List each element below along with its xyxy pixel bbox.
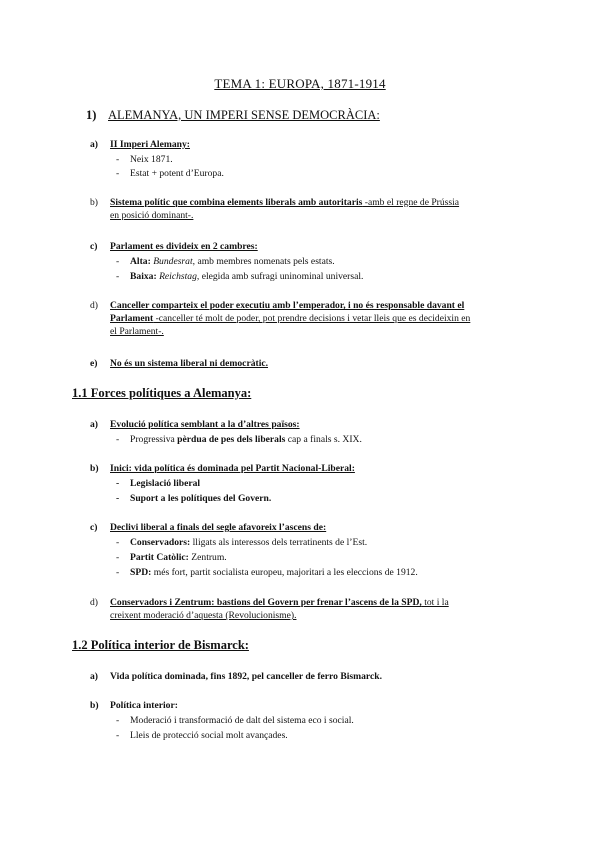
item-label: b) bbox=[90, 463, 99, 474]
item-1b bbox=[90, 196, 528, 222]
section-1-title: ALEMANYA, UN IMPERI SENSE DEMOCRÀCIA: bbox=[108, 108, 380, 122]
item-label: b) bbox=[90, 197, 98, 208]
sub-italic: Bundesrat bbox=[153, 256, 193, 267]
sub-bold: pèrdua de pes dels liberals bbox=[177, 434, 286, 445]
item-1a bbox=[90, 138, 528, 151]
sub-bold: SPD: bbox=[130, 567, 152, 578]
item-text: II Imperi Alemany: bbox=[110, 139, 190, 150]
sub-11b-2: - Suport a les polítiques del Govern. bbox=[116, 493, 272, 504]
item-bold-text-2: Parlament bbox=[110, 313, 154, 324]
sub-text: Suport a les polítiques del Govern. bbox=[130, 493, 272, 504]
sub-1c-2: - Baixa: Reichstag, elegida amb sufragi uninominal universal. bbox=[116, 271, 364, 282]
section-1-heading bbox=[86, 108, 380, 123]
section-1-number: 1) bbox=[86, 108, 97, 122]
item-bold-text: Canceller comparteix el poder executiu amb l’emperador, i no és responsable davant el bbox=[110, 300, 465, 311]
item-label: b) bbox=[90, 700, 99, 711]
sub-text: Zentrum. bbox=[188, 552, 227, 563]
sub-text-end: cap a finals s. XIX. bbox=[285, 434, 362, 445]
sub-1c-1: - Alta: Bundesrat, amb membres nomenats pels estats. bbox=[116, 256, 335, 267]
sub-text: Legislació liberal bbox=[130, 478, 201, 489]
item-label: a) bbox=[90, 419, 98, 430]
sub-11c-1: - Conservadors: lligats als interessos dels terratinents de l’Est. bbox=[116, 537, 368, 548]
item-text-cont: el Parlament-. bbox=[110, 326, 164, 337]
sub-italic: Reichstag bbox=[159, 271, 197, 282]
item-11b bbox=[90, 462, 528, 475]
item-text: No és un sistema liberal ni democràtic. bbox=[110, 358, 269, 369]
item-11a bbox=[90, 418, 528, 431]
item-11c bbox=[90, 521, 528, 534]
sub-12b-2: - Lleis de protecció social molt avançades. bbox=[116, 730, 288, 741]
sub-bold: Conservadors: bbox=[130, 537, 191, 548]
sub-11c-3: - SPD: més fort, partit socialista europeu, majoritari a les eleccions de 1912. bbox=[116, 567, 418, 578]
item-label: a) bbox=[90, 139, 98, 150]
item-text: -amb el regne de Prússia bbox=[362, 197, 460, 208]
sub-1a-1: - Neix 1871. bbox=[116, 154, 173, 165]
section-1-2-heading: 1.2 Política interior de Bismarck: bbox=[72, 638, 249, 652]
item-text: Inici: vida política és dominada pel Partit Nacional-Liberal: bbox=[110, 463, 355, 474]
item-text: Vida política dominada, fins 1892, pel canceller de ferro Bismarck. bbox=[110, 671, 382, 682]
item-label: e) bbox=[90, 358, 98, 369]
item-label: c) bbox=[90, 241, 98, 252]
sub-text: més fort, partit socialista europeu, majoritari a les eleccions de 1912. bbox=[151, 567, 418, 578]
sub-text: , elegida amb sufragi uninominal universal. bbox=[196, 271, 364, 282]
item-label: d) bbox=[90, 300, 98, 311]
item-text-cont: en posició dominant-. bbox=[110, 210, 194, 221]
sub-text: , amb membres nomenats pels estats. bbox=[192, 256, 335, 267]
item-text: -canceller té molt de poder, pot prendre decisions i vetar lleis que es decideixin en bbox=[153, 313, 471, 324]
sub-text: Moderació i transformació de dalt del sistema eco i social. bbox=[130, 715, 354, 726]
item-text: Declivi liberal a finals del segle afavoreix l’ascens de: bbox=[110, 522, 327, 533]
item-bold-text: Conservadors i Zentrum: bastions del Govern per frenar l’ascens de la SPD, bbox=[110, 597, 422, 608]
item-text: Evolució política semblant a la d’altres països: bbox=[110, 419, 300, 430]
item-1c bbox=[90, 240, 528, 253]
sub-text: Lleis de protecció social molt avançades. bbox=[130, 730, 288, 741]
item-label: d) bbox=[90, 597, 98, 608]
sub-text: Estat + potent d’Europa. bbox=[130, 168, 224, 179]
item-text-cont: creixent moderació d’aquesta (Revolucionisme). bbox=[110, 610, 297, 621]
item-label: a) bbox=[90, 671, 98, 682]
sub-bold: Baixa: bbox=[130, 271, 157, 282]
item-1e bbox=[90, 357, 528, 370]
sub-text: lligats als interessos dels terratinents de l’Est. bbox=[190, 537, 368, 548]
sub-text: Progressiva bbox=[130, 434, 178, 445]
sub-11b-1: - Legislació liberal bbox=[116, 478, 201, 489]
sub-bold: Partit Catòlic: bbox=[130, 552, 189, 563]
item-1d bbox=[90, 299, 528, 338]
item-11d bbox=[90, 596, 528, 622]
sub-11a-1: - Progressiva pèrdua de pes dels liberals cap a finals s. XIX. bbox=[116, 434, 362, 445]
sub-1a-2: - Estat + potent d’Europa. bbox=[116, 168, 224, 179]
item-label: c) bbox=[90, 522, 98, 533]
item-text: Parlament es divideix en 2 cambres: bbox=[110, 241, 258, 252]
sub-bold: Alta: bbox=[130, 256, 151, 267]
sub-12b-1: - Moderació i transformació de dalt del sistema eco i social. bbox=[116, 715, 354, 726]
item-text: Política interior: bbox=[110, 700, 178, 711]
item-12a bbox=[90, 670, 528, 683]
sub-text: Neix 1871. bbox=[130, 154, 173, 165]
item-12b bbox=[90, 699, 528, 712]
sub-11c-2: - Partit Catòlic: Zentrum. bbox=[116, 552, 227, 563]
item-bold-text: Sistema polític que combina elements liberals amb autoritaris bbox=[110, 197, 363, 208]
document-title: TEMA 1: EUROPA, 1871-1914 bbox=[214, 76, 386, 91]
section-1-1-heading: 1.1 Forces polítiques a Alemanya: bbox=[72, 386, 252, 400]
item-text: tot i la bbox=[421, 597, 449, 608]
